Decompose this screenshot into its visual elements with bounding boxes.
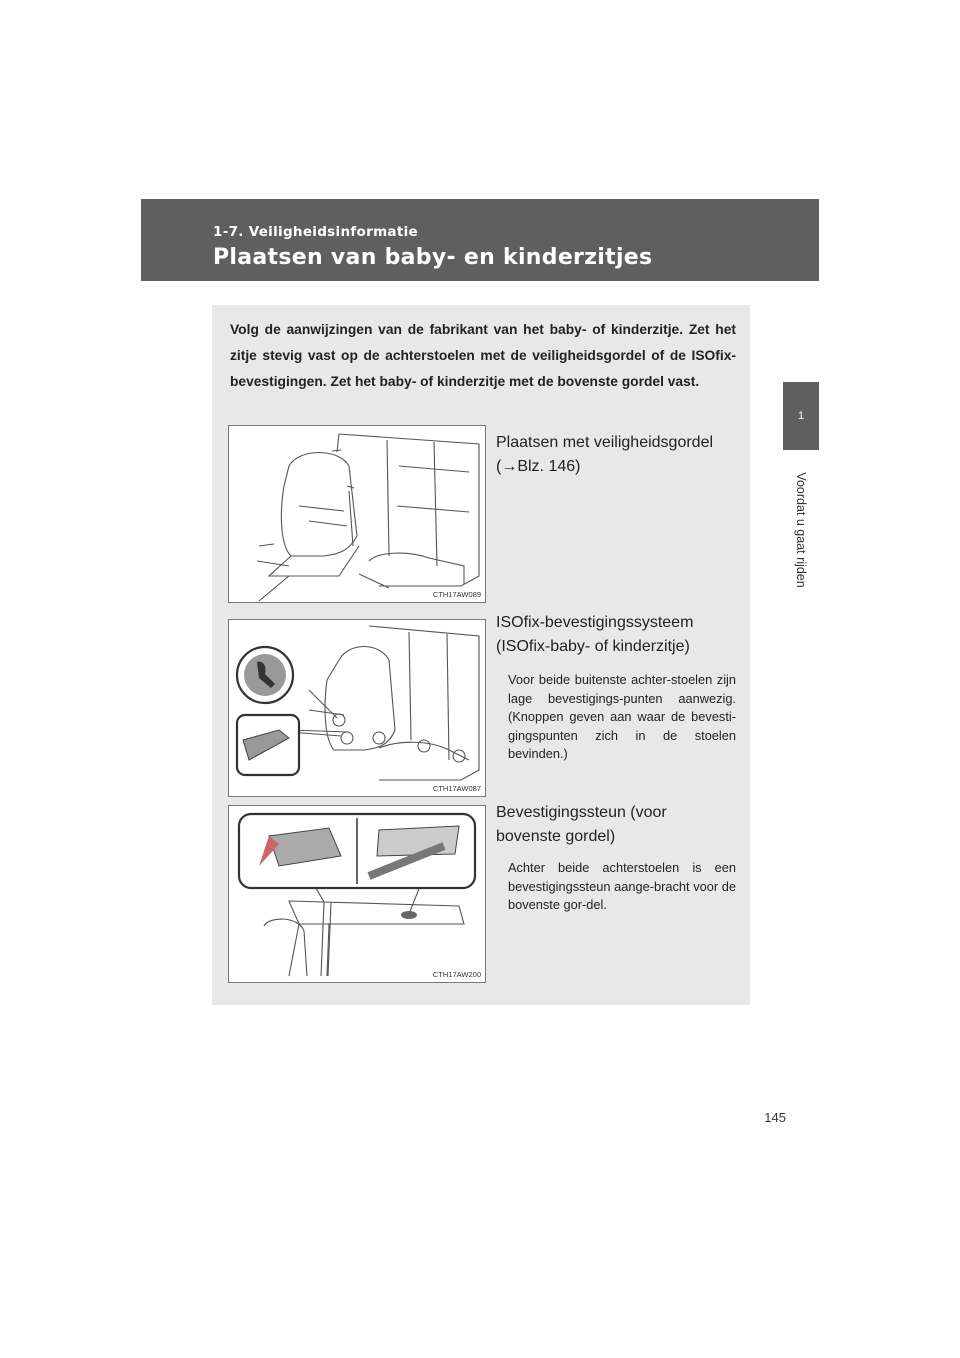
figure-isofix-system [228, 619, 486, 797]
anchor-detail-callout [237, 715, 299, 775]
item-body-tether: Achter beide achterstoelen is een bevestigingssteun aange-bracht voor de bovenste gor-del. [508, 860, 736, 912]
chapter-header [141, 199, 819, 281]
chapter-side-label [783, 450, 819, 610]
item-heading-isofix [496, 611, 736, 659]
intro-paragraph: Volg de aanwijzingen van de fabrikant van het baby- of kinderzitje. Zet het zitje stevig vast op de achterstoelen met de veiligheidsgordel of de ISOfix-bevestigingen. Zet het baby- of kinderzitje met de bovenste gordel vast. [230, 322, 736, 389]
page-title: Plaatsen van baby- en kinderzitjes [213, 245, 653, 270]
child-seat-seatbelt-illustration [229, 426, 487, 604]
figure-code: CTH17AW200 [432, 970, 481, 979]
page-number: 145 [764, 1110, 786, 1125]
chapter-tab: 1 [783, 382, 819, 450]
item-heading-line2: (ISOfix-baby- of kinderzitje) [496, 638, 690, 655]
figure-seatbelt-installation [228, 425, 486, 603]
top-tether-illustration [229, 806, 487, 984]
figure-top-tether-anchor [228, 805, 486, 983]
item-heading-line1: Bevestigingssteun (voor [496, 804, 667, 821]
item-heading-line1: Plaatsen met veiligheidsgordel [496, 434, 714, 451]
section-title: 1-7. Veiligheidsinformatie [213, 224, 418, 240]
content-box [212, 305, 750, 1005]
item-heading-line1: ISOfix-bevestigingssysteem [496, 614, 694, 631]
chapter-side-label-text: Voordat u gaat rijden [794, 472, 808, 588]
tether-detail-callout [239, 814, 475, 888]
item-heading-tether [496, 801, 736, 849]
item-heading-seatbelt [496, 431, 736, 479]
figure-code: CTH17AW087 [432, 784, 481, 793]
item-heading-line2: bovenste gordel) [496, 828, 616, 845]
isofix-icon-callout [237, 647, 293, 703]
figure-code: CTH17AW089 [432, 590, 481, 599]
item-body-isofix: Voor beide buitenste achter-stoelen zijn lage bevestigings-punten aanwezig. (Knoppen geven aan waar de bevesti-gingspunten zich in de stoelen bevinden.) [508, 672, 736, 761]
item-heading-line2: (→Blz. 146) [496, 458, 581, 475]
child-seat-isofix-illustration [229, 620, 487, 798]
